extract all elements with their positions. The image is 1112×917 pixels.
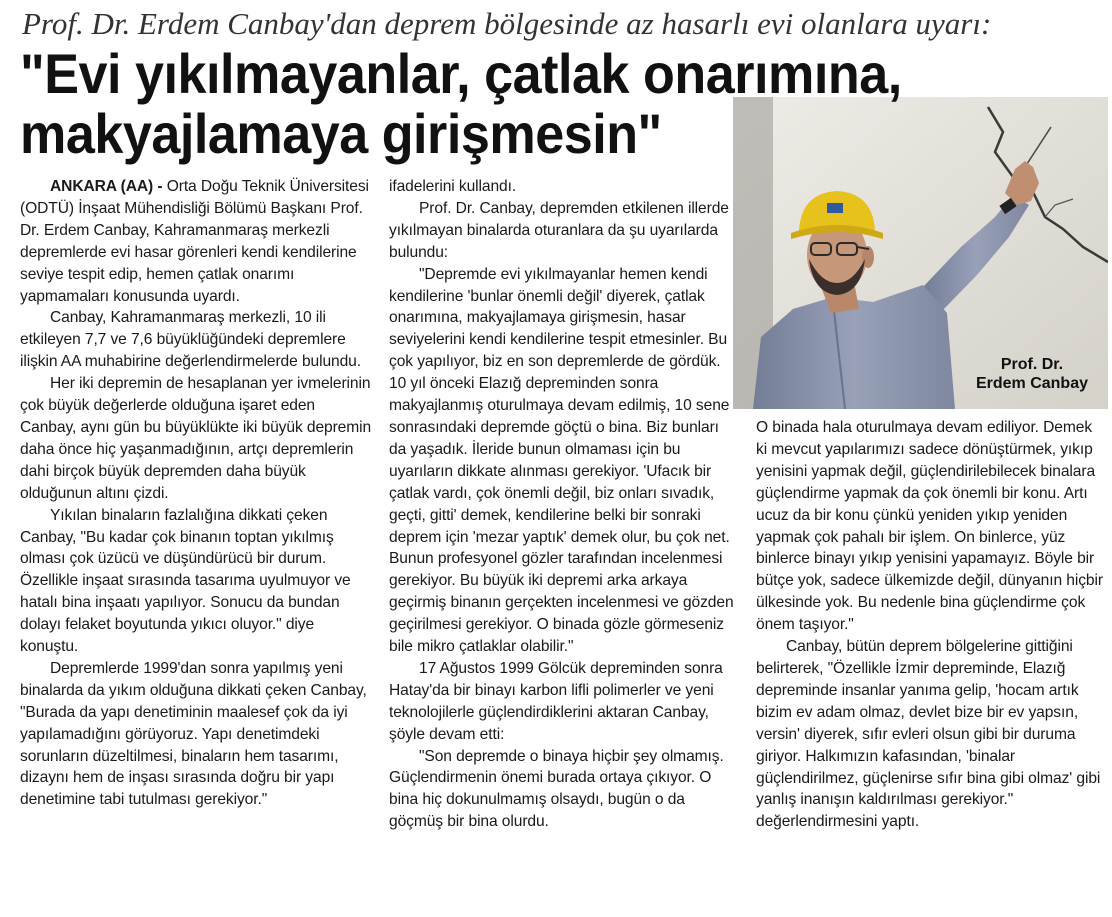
dateline: ANKARA (AA) - xyxy=(50,178,163,195)
photo-caption xyxy=(976,355,1088,393)
paragraph-8: "Depremde evi yıkılmayanlar hemen kendi kendilerine 'bunlar önemli değil' diyerek, çatlak onarımına, makyajlamaya girişmesin, hasar seviyelerini kendi kendilerine tespit etmesinler. Bu çok yapılıyor, biz en son depremlerde de gördük. 10 yıl önceki Elazığ depreminden sonra makyajlanmış oturulmaya devam edilmiş, 10 sene sonrasındaki depremde göçtü o bina. Biz bunları da yaşadık. İleride bunun olmaması için bu uyarıların dikkate alınması gerekiyor. 'Ufacık bir çatlak vardı, çok önemli değil, biz onları sıvadık, geçti, gitti' demek, kendilerine belki bir sonraki deprem için 'mezar yaptık' demek olur, bu çok net. Bunun profesyonel gözler tarafından incelenmesi gerekiyor. Bu büyük iki depremi arka arkaya geçirmiş binanın gerçekten incelenmesi ve gözden geçirilmesi gerekiyor. O binada gözle görmeseniz bile mikro çatlaklar olabilir." xyxy=(389,265,734,656)
article-headline xyxy=(20,44,1029,164)
article-column-2 xyxy=(389,176,734,833)
paragraph-3: Her iki depremin de hesaplanan yer ivmelerinin çok büyük değerlerde olduğuna işaret eden Canbay, aynı gün bu büyüklükte iki büyük depremin daha önce hiç yaşanmadığının, artçı depremlerin dahi birçok büyük depremden daha büyük olduğunun altını çizdi. xyxy=(20,375,372,502)
paragraph-4: Yıkılan binaların fazlalığına dikkati çeken Canbay, "Bu kadar çok binanın toptan yıkılmış olması çok üzücü ve düşündürücü bir durum. Özellikle inşaat sırasında tasarıma uyulmuyor ve hatalı bina inşaatı yapılıyor. Sonucu da bundan dolayı felaket boyutunda yıkıcı oluyor." diye konuştu. xyxy=(20,506,351,656)
headline-line-1: "Evi yıkılmayanlar, çatlak onarımına, xyxy=(20,42,902,105)
paragraph-11: O binada hala oturulmaya devam ediliyor. Demek ki mevcut yapılarımızı sadece dönüştürmek, yıkıp yenisini yapmak değil, güçlendirilebilecek binalara güçlendirme yapmak da çok önemli bir konu. Artı ucuz da bir konu çünkü yeniden yıkıp yeniden yapmak çok pahalı bir işlem. On binlerce, yüz binlerce binayı yıkıp yenisini yapamayız. Böyle bir bütçe yok, sadece ülkemizde değil, dünyanın hiçbir ülkesinde yok. Bu nedenle bina güçlendirme çok önem taşıyor." xyxy=(756,419,1103,634)
photo-caption-line-1: Prof. Dr. xyxy=(1000,356,1064,373)
paragraph-5: Depremlerde 1999'dan sonra yapılmış yeni binalarda da yıkım olduğuna dikkati çeken Canbay, "Burada da yapı denetiminin maalesef çok da iyi yapılamadığını görüyoruz. Yapı denetimdeki sorunların düzeltilmesi, binaların hem tasarımı, dizaynı hem de inşası sırasında doğru bir yapı denetimine tabi tutulması gerekiyor." xyxy=(20,659,367,809)
article-kicker: Prof. Dr. Erdem Canbay'dan deprem bölgesinde az hasarlı evi olanlara uyarı: xyxy=(22,6,992,41)
headline-line-2: makyajlamaya girişmesin" xyxy=(20,102,662,165)
hard-hat-logo xyxy=(827,203,843,213)
article-column-3 xyxy=(756,417,1106,833)
paragraph-7: Prof. Dr. Canbay, depremden etkilenen illerde yıkılmayan binalarda oturanlara da şu uyarılarda bulundu: xyxy=(389,199,729,261)
paragraph-10: "Son depremde o binaya hiçbir şey olmamış. Güçlendirmenin önemi burada ortaya çıkıyor. O bina hiç dokunulmamış olsaydı, bugün o da göçmüş bir bina olurdu. xyxy=(389,747,724,831)
paragraph-1-text: Orta Doğu Teknik Üniversitesi (ODTÜ) İnşaat Mühendisliği Bölümü Başkanı Prof. Dr. Erdem Canbay, Kahramanmaraş merkezli depremlerde evi hasar görenleri kendi kendilerine seviye tespit edip, hemen çatlak onarımı yapmamaları konusunda uyardı. xyxy=(20,178,369,305)
paragraph-6: ifadelerini kullandı. xyxy=(389,178,517,195)
paragraph-2: Canbay, Kahramanmaraş merkezli, 10 ili etkileyen 7,7 ve 7,6 büyüklüğündeki depremlere ilişkin AA muhabirine değerlendirmelerde bulundu. xyxy=(20,309,361,371)
paragraph-1 xyxy=(20,176,372,307)
article-column-1 xyxy=(20,176,372,811)
photo-caption-line-2: Erdem Canbay xyxy=(975,375,1088,392)
paragraph-12: Canbay, bütün deprem bölgelerine gittiğini belirterek, "Özellikle İzmir depreminde, Elazığ depreminde insanlar yanıma gelip, 'hocam artık bizim ev adam olmaz, devlet bize bir ev yapsın, versin' diyerek, sıfır evleri olsun gibi bir duruma giriyor. Halkımızın kafasından, 'binalar güçlendirilmez, güçlenirse sıfır bina gibi olmaz' gibi yanlış inanışın kaldırılması gerekiyor." değerlendirmesini yaptı. xyxy=(756,638,1101,831)
paragraph-9: 17 Ağustos 1999 Gölcük depreminden sonra Hatay'da bir binayı karbon lifli polimerler ve yeni teknolojilerle güçlendirdiklerini aktaran Canbay, şöyle devam etti: xyxy=(389,659,723,743)
